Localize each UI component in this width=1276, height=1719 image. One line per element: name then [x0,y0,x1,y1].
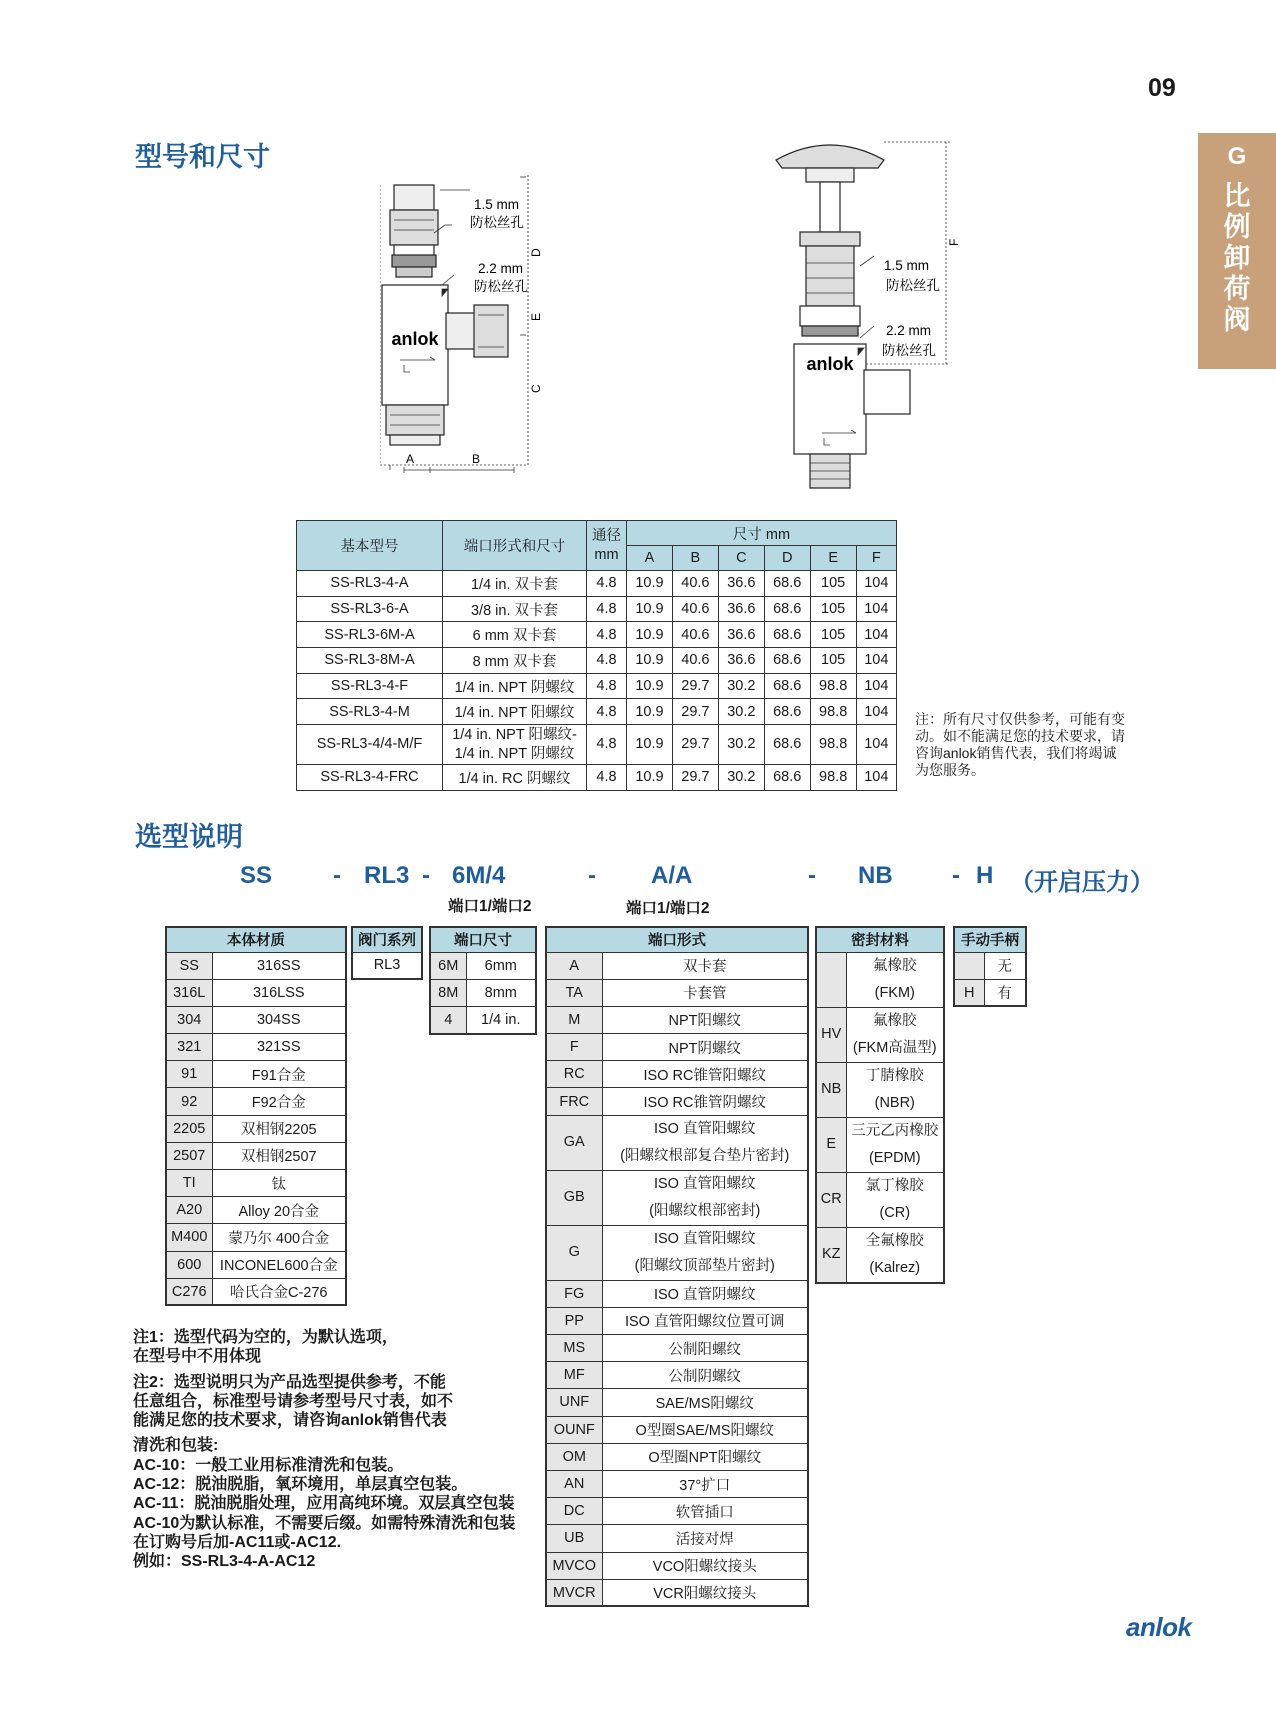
port-form-name: SAE/MS阳螺纹 [602,1389,808,1416]
note-cleaning: 清洗和包装: AC-10：一般工业用标准清洗和包装。 AC-12：脱油脱脂，氧环境用，单层真空包装。 AC-11：脱油脱脂处理，应用高纯环境。双层真空包装 AC-10为默认标准，不需要后缀。如需特殊清洗和包装 在订购号后加-AC11或-AC12. 例如：SS-RL3-4-A-AC12 [133,1437,516,1571]
seal-code [816,952,846,1007]
value-cell: 68.6 [764,571,810,597]
material-row [166,1115,346,1142]
note-1: 注1：选型代码为空的，为默认选项， 在型号中不用体现 [133,1329,398,1366]
port-form-name: O型圈NPT阳螺纹 [602,1443,808,1470]
port-cell: 1/4 in. NPT 阴螺纹 [443,673,587,699]
seal-table-title: 密封材料 [816,927,944,952]
value-cell: 4.8 [587,765,627,791]
material-code: TI [166,1170,212,1197]
material-name: 双相钢2507 [212,1142,346,1169]
model-cell: SS-RL3-6-A [297,596,443,622]
seal-name: 氯丁橡胶 (CR) [846,1172,944,1227]
value-cell: 40.6 [672,596,718,622]
port-form-code: M [546,1006,602,1033]
material-name: 哈氏合金C-276 [212,1278,346,1305]
col-header-b: B [672,546,718,571]
seal-name: 丁腈橡胶 (NBR) [846,1062,944,1117]
value-cell: 10.9 [627,725,673,765]
value-cell: 10.9 [627,648,673,674]
port-form-name: ISO RC锥管阳螺纹 [602,1061,808,1088]
port-form-row [546,1170,808,1225]
port-form-row [546,1307,808,1334]
port-form-row [546,1525,808,1552]
valve1-outlet [474,305,508,357]
value-cell: 10.9 [627,596,673,622]
material-row [166,1278,346,1305]
value-cell: 4.8 [587,571,627,597]
material-table [165,926,347,1306]
handle-value: 无 [984,952,1026,979]
value-cell: 40.6 [672,648,718,674]
seal-name: 全氟橡胶 (Kalrez) [846,1227,944,1283]
seal-row [816,1227,944,1283]
handle-row [954,952,1026,979]
section-tab [1198,133,1276,369]
seal-row [816,1117,944,1172]
port-form-code: OUNF [546,1416,602,1443]
value-cell: 10.9 [627,765,673,791]
table-row [297,725,897,765]
value-cell: 29.7 [672,725,718,765]
code-dash-5: - [952,862,960,889]
value-cell: 4.8 [587,673,627,699]
col-header-port: 端口形式和尺寸 [443,521,587,571]
material-name: F92合金 [212,1088,346,1115]
material-code: 2205 [166,1115,212,1142]
port-form-code: MF [546,1362,602,1389]
material-name: Alloy 20合金 [212,1197,346,1224]
material-code: 600 [166,1251,212,1278]
seal-row [816,1062,944,1117]
value-cell: 30.2 [718,699,764,725]
brand-logo: anlok [1126,1612,1192,1642]
port-form-row [546,1006,808,1033]
col-header-f: F [856,546,896,571]
handle-row [954,979,1026,1006]
code-pressure: （开启压力） [1010,869,1154,896]
code-handle: H [976,862,994,889]
port-form-name: 双卡套 [602,952,808,979]
port-form-row [546,1280,808,1307]
hole1-size-label-2: 1.5 mm [884,258,930,273]
value-cell: 4.8 [587,622,627,648]
model-cell: SS-RL3-4/4-M/F [297,725,443,765]
material-row [166,952,346,979]
seal-table [815,926,945,1284]
valve-diagram-1 [380,165,620,475]
port-form-name: ISO 直管阳螺纹 (阳螺纹顶部垫片密封) [602,1225,808,1280]
model-cell: SS-RL3-4-A [297,571,443,597]
handle-code [954,952,984,979]
port-form-name: 卡套管 [602,979,808,1006]
table-row [297,571,897,597]
table-row [297,765,897,791]
port-form-name: ISO 直管阳螺纹位置可调 [602,1307,808,1334]
table-row [297,622,897,648]
port-form-name: O型圈SAE/MS阳螺纹 [602,1416,808,1443]
heading-selection: 选型说明 [135,822,243,852]
hole1-size-label: 1.5 mm [474,197,520,212]
value-cell: 4.8 [587,699,627,725]
material-name: 双相钢2205 [212,1115,346,1142]
series-value: RL3 [352,952,422,979]
value-cell: 29.7 [672,699,718,725]
port-form-sublabel: 端口1/端口2 [626,900,710,917]
port-size-value: 1/4 in. [466,1006,536,1033]
port-cell: 6 mm 双卡套 [443,622,587,648]
value-cell: 30.2 [718,673,764,699]
port-form-row [546,1498,808,1525]
material-name: F91合金 [212,1061,346,1088]
seal-code: NB [816,1062,846,1117]
port-form-code: MVCR [546,1579,602,1606]
section-title: 比 例 卸 荷 阀 [1223,181,1251,335]
col-header-c: C [718,546,764,571]
port-form-name: ISO 直管阳螺纹 (阳螺纹根部密封) [602,1170,808,1225]
col-header-a: A [627,546,673,571]
seal-row [816,1172,944,1227]
seal-row [816,952,944,1007]
material-name: 304SS [212,1006,346,1033]
value-cell: 10.9 [627,699,673,725]
material-row [166,1224,346,1251]
value-cell: 10.9 [627,622,673,648]
value-cell: 105 [810,571,856,597]
value-cell: 36.6 [718,596,764,622]
port-form-name: NPT阳螺纹 [602,1006,808,1033]
handle-knob [776,145,884,168]
value-cell: 68.6 [764,699,810,725]
port-form-code: FRC [546,1088,602,1115]
port-form-row [546,979,808,1006]
port-size-code: 4 [430,1006,466,1033]
handle-code: H [954,979,984,1006]
material-name: 钛 [212,1170,346,1197]
dim-d-label: D [529,248,543,257]
model-cell: SS-RL3-6M-A [297,622,443,648]
port-size-row [430,1006,536,1033]
dim-a-label: A [406,452,415,466]
valve2-stem [820,182,840,232]
material-row [166,1142,346,1169]
value-cell: 105 [810,596,856,622]
col-header-model: 基本型号 [297,521,443,571]
port-form-name: 37°扩口 [602,1470,808,1497]
port-form-name: 软管插口 [602,1498,808,1525]
ordering-code [0,862,1276,898]
hole2-size-label: 2.2 mm [478,261,524,276]
model-cell: SS-RL3-4-F [297,673,443,699]
code-dash-3: - [588,862,596,889]
handle-table-title: 手动手柄 [954,927,1026,952]
value-cell: 104 [856,571,896,597]
port-size-code: 8M [430,979,466,1006]
port-form-name: ISO 直管阳螺纹 (阳螺纹根部复合垫片密封) [602,1115,808,1170]
port-form-row [546,952,808,979]
valve2-outlet [864,370,910,414]
material-code: 91 [166,1061,212,1088]
hole2-name-label-2: 防松丝孔 [882,343,936,358]
material-code: M400 [166,1224,212,1251]
port-form-row [546,1362,808,1389]
material-name: INCONEL600合金 [212,1251,346,1278]
model-cell: SS-RL3-8M-A [297,648,443,674]
port-form-row [546,1470,808,1497]
model-cell: SS-RL3-4-M [297,699,443,725]
value-cell: 68.6 [764,725,810,765]
port-form-name: VCR阳螺纹接头 [602,1579,808,1606]
value-cell: 98.8 [810,725,856,765]
code-seal: NB [858,862,893,889]
value-cell: 40.6 [672,571,718,597]
col-header-d: D [764,546,810,571]
seal-row [816,1007,944,1062]
port-form-row [546,1225,808,1280]
value-cell: 36.6 [718,571,764,597]
series-table [351,926,423,980]
port-form-row [546,1552,808,1579]
material-code: 92 [166,1088,212,1115]
value-cell: 105 [810,648,856,674]
dim-f-label: F [947,238,961,246]
port-form-name: ISO 直管阴螺纹 [602,1280,808,1307]
port-cell: 1/4 in. 双卡套 [443,571,587,597]
port-cell: 3/8 in. 双卡套 [443,596,587,622]
port-form-code: UNF [546,1389,602,1416]
port-form-name: 活接对焊 [602,1525,808,1552]
port-form-code: GA [546,1115,602,1170]
code-port-size: 6M/4 [452,862,506,889]
value-cell: 29.7 [672,673,718,699]
material-name: 蒙乃尔 400合金 [212,1224,346,1251]
material-code: 321 [166,1034,212,1061]
value-cell: 104 [856,673,896,699]
value-cell: 104 [856,648,896,674]
value-cell: 30.2 [718,725,764,765]
series-table-title: 阀门系列 [352,927,422,952]
value-cell: 104 [856,699,896,725]
material-row [166,979,346,1006]
port-form-name: ISO RC锥管阴螺纹 [602,1088,808,1115]
port-form-code: OM [546,1443,602,1470]
dimension-table [296,520,897,791]
port-form-table-title: 端口形式 [546,927,808,952]
seal-code: CR [816,1172,846,1227]
port-form-name: 公制阳螺纹 [602,1335,808,1362]
hole2-size-label-2: 2.2 mm [886,323,932,338]
code-material: SS [240,862,273,889]
port-form-row [546,1061,808,1088]
col-header-size: 尺寸 mm [627,521,897,546]
value-cell: 4.8 [587,648,627,674]
value-cell: 36.6 [718,648,764,674]
valve1-cap [394,185,434,210]
port-size-value: 8mm [466,979,536,1006]
seal-name: 氟橡胶 (FKM) [846,952,944,1007]
port-form-row [546,1389,808,1416]
port-size-row [430,979,536,1006]
material-row [166,1088,346,1115]
value-cell: 104 [856,765,896,791]
material-code: 316L [166,979,212,1006]
value-cell: 98.8 [810,699,856,725]
value-cell: 105 [810,622,856,648]
heading-models: 型号和尺寸 [135,142,270,172]
value-cell: 68.6 [764,673,810,699]
page-number: 09 [1148,74,1176,102]
col-header-e: E [810,546,856,571]
port-form-code: MS [546,1335,602,1362]
material-row [166,1170,346,1197]
port-form-row [546,1115,808,1170]
port-form-row [546,1416,808,1443]
material-code: SS [166,952,212,979]
note-2: 注2：选型说明只为产品选型提供参考，不能 任意组合，标准型号请参考型号尺寸表，如不 能满足您的技术要求，请咨询anlok销售代表 [133,1373,454,1430]
value-cell: 10.9 [627,571,673,597]
value-cell: 40.6 [672,622,718,648]
port-form-name: NPT阴螺纹 [602,1034,808,1061]
port-form-code: DC [546,1498,602,1525]
valve1-nut [390,210,438,245]
seal-name: 三元乙丙橡胶 (EPDM) [846,1117,944,1172]
port-form-name: VCO阳螺纹接头 [602,1552,808,1579]
code-series: RL3 [364,862,410,889]
port-form-row [546,1034,808,1061]
valve1-brand: anlok [391,329,439,349]
material-table-title: 本体材质 [166,927,346,952]
notes [133,1328,553,1578]
valve-diagram-2 [770,138,990,498]
value-cell: 68.6 [764,622,810,648]
value-cell: 104 [856,622,896,648]
hole1-name-label-2: 防松丝孔 [886,278,940,293]
table-row [297,699,897,725]
value-cell: 4.8 [587,596,627,622]
code-dash-2: - [422,862,430,889]
port-cell: 1/4 in. RC 阴螺纹 [443,765,587,791]
port-form-code: FG [546,1280,602,1307]
port-size-row [430,952,536,979]
value-cell: 68.6 [764,648,810,674]
dimension-note: 注：所有尺寸仅供参考，可能有变动。如不能满足您的技术要求，请咨询anlok销售代表，我们将竭诚为您服务。 [915,711,1125,778]
value-cell: 4.8 [587,725,627,765]
material-code: 2507 [166,1142,212,1169]
code-port-form: A/A [651,862,693,889]
code-dash-1: - [333,862,341,889]
value-cell: 10.9 [627,673,673,699]
hole1-name-label: 防松丝孔 [470,215,524,230]
handle-table [953,926,1027,1007]
material-row [166,1034,346,1061]
port-form-code: GB [546,1170,602,1225]
table-row [297,596,897,622]
value-cell: 30.2 [718,765,764,791]
port-form-code: G [546,1225,602,1280]
port-form-name: 公制阴螺纹 [602,1362,808,1389]
valve1-inlet [386,405,444,435]
port-form-code: TA [546,979,602,1006]
value-cell: 98.8 [810,765,856,791]
port-form-code: RC [546,1061,602,1088]
dim-e-label: E [529,312,543,321]
port-form-code: AN [546,1470,602,1497]
handle-value: 有 [984,979,1026,1006]
port-form-code: PP [546,1307,602,1334]
value-cell: 36.6 [718,622,764,648]
seal-code: HV [816,1007,846,1062]
material-row [166,1061,346,1088]
seal-code: E [816,1117,846,1172]
material-row [166,1006,346,1033]
material-code: C276 [166,1278,212,1305]
value-cell: 68.6 [764,765,810,791]
port-form-table [545,926,809,1607]
port-form-row [546,1088,808,1115]
material-row [166,1197,346,1224]
port-size-sublabel: 端口1/端口2 [448,898,532,915]
port-cell: 1/4 in. NPT 阳螺纹- 1/4 in. NPT 阴螺纹 [443,725,587,765]
col-header-bore: 通径 mm [587,521,627,571]
port-form-row [546,1335,808,1362]
dim-c-label: C [529,384,543,393]
material-row [166,1251,346,1278]
hole2-name-label: 防松丝孔 [474,279,528,294]
port-cell: 1/4 in. NPT 阳螺纹 [443,699,587,725]
value-cell: 29.7 [672,765,718,791]
code-dash-4: - [808,862,816,889]
value-cell: 98.8 [810,673,856,699]
port-size-value: 6mm [466,952,536,979]
port-size-table [429,926,537,1035]
material-name: 321SS [212,1034,346,1061]
port-form-row [546,1443,808,1470]
dim-b-label: B [472,452,481,466]
value-cell: 68.6 [764,596,810,622]
section-letter: G [1227,143,1247,170]
material-name: 316SS [212,952,346,979]
model-cell: SS-RL3-4-FRC [297,765,443,791]
port-form-code: A [546,952,602,979]
material-code: 304 [166,1006,212,1033]
valve2-bonnet [806,246,854,306]
port-form-code: UB [546,1525,602,1552]
port-size-table-title: 端口尺寸 [430,927,536,952]
value-cell: 104 [856,725,896,765]
seal-name: 氟橡胶 (FKM高温型) [846,1007,944,1062]
table-row [297,648,897,674]
material-name: 316LSS [212,979,346,1006]
port-form-row [546,1579,808,1606]
port-size-code: 6M [430,952,466,979]
port-cell: 8 mm 双卡套 [443,648,587,674]
value-cell: 104 [856,596,896,622]
valve2-brand: anlok [806,354,854,374]
seal-code: KZ [816,1227,846,1283]
port-form-code: F [546,1034,602,1061]
port-form-code: MVCO [546,1552,602,1579]
material-code: A20 [166,1197,212,1224]
table-row [297,673,897,699]
